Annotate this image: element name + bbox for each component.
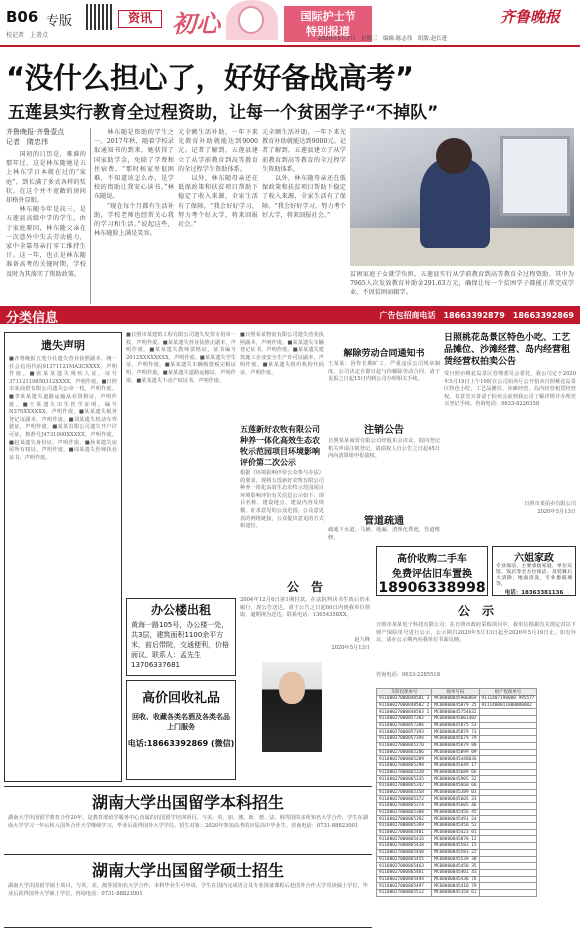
table-row (377, 742, 537, 749)
hunan-master-title: 湖南大学出国留学硕士招生 (91, 861, 284, 880)
hunan-master-ad (4, 854, 372, 928)
special-line-2: 特别报道 (306, 25, 350, 38)
table-cell: 91100027000857393 (377, 729, 432, 736)
table-row (377, 803, 537, 810)
gift-text: 回收、收藏各类名酒及各类名品 上门服务 (132, 713, 237, 731)
table-cell (479, 883, 537, 890)
table-cell: MC08000045754632 (432, 709, 479, 716)
auction-sign: 日照市某拍卖有限公司 (524, 501, 576, 507)
housekeeping-ad (492, 546, 576, 596)
car-sub: 免费评估旧车置换 (392, 569, 472, 580)
auction-date: 2020年5月13日 (537, 508, 576, 515)
office-text: 黄海一路105号，办公楼一处，共3层，建筑面积1100余平方米，前后带院，交通便利，价格面议。联系人：孟先生13706337681 (131, 621, 229, 669)
table-cell: MC08000045456 45 (432, 809, 479, 816)
table-cell: 91100027000848501 3 (377, 696, 432, 703)
table-cell: 91100027000865463 (377, 863, 432, 870)
table-cell (479, 749, 537, 756)
table-cell: MC08000045878 12 (432, 836, 479, 843)
dateline: 2020年5月7日 星期三 编辑:陈志伟 组版:赵长进 (318, 36, 448, 42)
pipe-title: 管道疏通 (364, 516, 404, 527)
table-cell: 91100027000848502 2 (377, 702, 432, 709)
table-cell (479, 709, 537, 716)
table-cell: 91100027000865289 (377, 756, 432, 763)
table-cell: MC08000045458 35 (432, 863, 479, 870)
table-row (377, 729, 537, 736)
table-cell: 91100027000865342 (377, 782, 432, 789)
table-row (377, 782, 537, 789)
table-cell (479, 729, 537, 736)
table-row (377, 776, 537, 783)
table-cell (479, 876, 537, 883)
table-cell: MC08000045583 22 (432, 849, 479, 856)
byline-author: 记者 隋忠伟 (6, 138, 48, 146)
table-cell (479, 843, 537, 850)
car-phone: 18906338998 (378, 580, 486, 596)
table-cell: MC08000045899 09 (432, 749, 479, 756)
page-type: 专版 (46, 14, 73, 29)
table-cell: 91100027000865320 (377, 769, 432, 776)
byline (6, 127, 64, 147)
classified-bar (0, 306, 580, 324)
table-cell: 91100027000865374 (377, 803, 432, 810)
table-row (377, 816, 537, 823)
table-cell: 91100027000857394 (377, 736, 432, 743)
table-row (377, 716, 537, 723)
table-cell: MC08000045879 88 (432, 742, 479, 749)
labor-title: 解除劳动合同通知书 (343, 349, 425, 359)
table-cell: 91100027000865481 (377, 869, 432, 876)
table-cell: 9111400011000000002 (479, 702, 537, 709)
table-cell (479, 836, 537, 843)
table-cell: MC08000045689 66 (432, 769, 479, 776)
table-cell (479, 816, 537, 823)
hunan-bachelor-text: 湖南大学出国留学教育合作20年，是教育部留学服务中心直属的出国留学培训项目，与美、英、加、澳、新、德、法、韩等国的多所知名大学合作，学生在湖南大学学习一年后转入国外合作大学继续学习，毕业后获得国外大学学位。招生对象：2020年参加高考的应届高中毕业生。咨询电话：0731-88823001 (8, 815, 368, 829)
table-row (377, 762, 537, 769)
table-cell: 91100027000865335 (377, 776, 432, 783)
table-cell (479, 803, 537, 810)
nurse-face-icon (238, 6, 264, 34)
table-cell: MC08000045450 52 (432, 823, 479, 830)
table-cell: 91100027000865401 (377, 829, 432, 836)
table-cell: MC08000045906869 (432, 696, 479, 703)
table-cell (479, 809, 537, 816)
home-title: 六姐家政 (514, 553, 554, 564)
pipe-ad (328, 512, 440, 542)
table-cell (479, 856, 537, 863)
table-row (377, 736, 537, 743)
table-cell (479, 829, 537, 836)
table-row (377, 756, 537, 763)
table-cell: MC08000045401 43 (432, 869, 479, 876)
table-cell: 9111407190000 995577 (479, 696, 537, 703)
table-header-cell: 车险投保单号 (377, 689, 432, 696)
table-cell (479, 869, 537, 876)
court-notice (240, 578, 370, 650)
article-column-5: 贫困家庭子女就学负担，五莲县实行从学前教育到高等教育全过程资助。其中为7965人次发放教育补助金291.63万元，确保让每一个贫困学子都能正常完成学业，不因贫困而辍学。 (350, 271, 574, 297)
table-cell (479, 796, 537, 803)
table-cell: 91100027000848503 1 (377, 709, 432, 716)
auction-title: 日照桃花岛景区特色小吃、工艺品摊位、沙滩经营、岛内经营租赁经营权拍卖公告 (444, 333, 571, 367)
pipe-text: 疏通下水道、马桶、地漏，清理化粪池，管道维修。 (328, 527, 440, 541)
table-row (377, 709, 537, 716)
auction-text: 受日照市桃花岛景区管理委员会委托，我公司定于2020年5月19日上午10时在公司拍卖厅公开拍卖日照桃花岛景区特色小吃、工艺品摊位、沙滩经营、岛内经营租赁经营权。有意竞买者请于拍卖会前到我公司了解详情并办理竞买登记手续。咨询电话：0633-8226358 (444, 371, 576, 408)
eia-notice (240, 424, 324, 574)
table-cell (479, 823, 537, 830)
table-cell (479, 776, 537, 783)
table-cell: MC08000045491 24 (432, 816, 479, 823)
table-cell (479, 742, 537, 749)
article-column-2: 林东随是资助的学生之一。2017年秋，随着学校录取通知书的到来，她获得了国家助学金，免除了学费和住宿费。“那时候家里很困难，不知道该怎么办，是学校的资助让我安心读书。”林东随说。 “现在每个月都有生活补助，学校老师也经常关心我的学习和生活。”说起这些，林东随脸上满是笑容。 (94, 129, 174, 238)
portrait-face (279, 672, 305, 704)
public-contact: 咨询电话：0633-2285518 (376, 672, 440, 678)
table-cell: MC08000045801482 (432, 716, 479, 723)
table-cell (479, 849, 537, 856)
table-cell: MC08000045905 32 (432, 776, 479, 783)
table-row (377, 769, 537, 776)
cancel-text: 日照某某商贸有限公司经股东会决议，拟向登记机关申请注销登记，请债权人自公告之日起45日内向清算组申报债权。 (328, 438, 440, 460)
article-column-4: 元全额生活补助，一年下来光教育补助就能达到9000元。记者了解到，五莲县建立了从学前教育到高等教育的全过程学生资助体系。 以外，林东随母亲还在低保政策和扶贫项目帮助下稳定了收入来源，全家生活有了保障。“我会好好学习，努力考个好大学，将来回报社会。” (262, 129, 346, 219)
notice-text: 2004年12月6日第1期付款，在法院判决书生效后仍未履行，现公告送达。请于公告之日起60日内到我单位领取，逾期视为送达。联系电话：13654358XX。 (240, 597, 370, 619)
section-tag: 资讯 (118, 10, 162, 28)
table-cell: 91100027000865438 (377, 843, 432, 850)
table-cell: MC08000045438 76 (432, 876, 479, 883)
notices-column-3: ■日照某某物流有限公司遗失营业执照副本，声明作废。■某某遗失车辆登记证书，声明作废。■某某遗失建筑施工企业安全生产许可证副本，声明作废。■某某遗失组织机构代码证，声明作废。 (240, 332, 324, 376)
eia-title: 五莲新好农牧有限公司种养一体化高效生态农牧示范园项目环境影响评价第二次公示 (240, 425, 320, 467)
public-title: 公 示 (457, 604, 494, 618)
car-title: 高价收购二手车 (397, 554, 467, 565)
classified-title: 分类信息 (6, 311, 59, 326)
table-cell: 91100027000865392 (377, 816, 432, 823)
table-row (377, 843, 537, 850)
table-header-cell: 财产投保单号 (479, 689, 537, 696)
labor-text: 王某某：因你长期旷工，严重违反公司规章制度，公司决定自即日起与你解除劳动合同，请于见报之日起15日内到公司办理相关手续。 (328, 361, 440, 383)
cancel-title: 注销公告 (364, 425, 404, 436)
table-cell: MC08000045389 03 (432, 789, 479, 796)
table-cell: MC08000045605 33 (432, 796, 479, 803)
hunan-bachelor-ad (4, 786, 372, 852)
notice-title: 公 告 (286, 580, 323, 594)
lost-notices-box (4, 332, 122, 782)
table-cell (479, 762, 537, 769)
table-row (377, 856, 537, 863)
table-cell: MC08000045539 38 (432, 856, 479, 863)
article-column-1: 国初的日历是，难谁的那年过，这是林东随她是五上林东学日本就在过的“家庭”。到长满了多式各样的奖状。在这个并不宽敞的房间却格外显眼。 林东随今年是高三，是五莲县高级中学的学生。由于家庭原因，林东随父亲在一次意外中失去劳动能力，家中全靠母亲打零工维持生计。这一年，也正是林东随准备高考的关键时期，学校及时为其落实了资助政策。 (6, 151, 86, 278)
notice-date: 2020年5月13日 (331, 644, 370, 651)
policy-table (376, 688, 537, 897)
table-cell: MC08000045679 79 (432, 736, 479, 743)
table-cell: MC08000045879 25 (432, 702, 479, 709)
table-cell: MC08000045879 73 (432, 729, 479, 736)
article-column-3: 元全额生活补助，一年下来光教育补助就能达到9000元。记者了解到，五莲县建立了从学前教育到高等教育的全过程学生资助体系。 以外，林东随母亲还在低保政策和扶贫项目帮助下稳定了收入来源，全家生活有了保障。“我会好好学习，努力考个好大学，将来回报社会。” (178, 129, 258, 229)
table-header-cell: 保单号码 (432, 689, 479, 696)
table-row (377, 863, 537, 870)
table-row (377, 823, 537, 830)
notice-sign: 赵九峰 (354, 637, 370, 643)
byline-source: 齐鲁晚报·齐鲁壹点 (6, 128, 65, 136)
used-car-ad (376, 546, 488, 596)
table-cell (479, 722, 537, 729)
table-cell: 91100027000865298 (377, 762, 432, 769)
gift-title: 高价回收礼品 (141, 691, 220, 706)
table-cell (479, 716, 537, 723)
student-head (436, 138, 472, 174)
table-row (377, 809, 537, 816)
table-cell: 91100027000865416 (377, 836, 432, 843)
table-cell: MC08000045448636 (432, 756, 479, 763)
table-cell: 91100027000865399 (377, 823, 432, 830)
newspaper-brand: 齐鲁晚报 (500, 8, 561, 26)
window-shape (500, 136, 570, 216)
table-cell: MC08000045649 17 (432, 762, 479, 769)
table-cell: 91100027000865494 (377, 876, 432, 883)
table-cell: 91100027000865388 (377, 809, 432, 816)
table-cell (479, 782, 537, 789)
header-divider (0, 45, 580, 47)
table-row (377, 722, 537, 729)
classified-phone: 广告包招商电话 18663392879 18663392869 (379, 311, 574, 320)
table-cell: MC08000045583 15 (432, 843, 479, 850)
special-line-1: 国际护士节 (300, 10, 356, 23)
table-row (377, 883, 537, 890)
qr-code-icon (86, 4, 112, 30)
page-meta: 校记者 上署点 (6, 32, 49, 39)
table-row (377, 702, 537, 709)
table-row (377, 796, 537, 803)
table-cell: 91100027000865440 (377, 849, 432, 856)
table-cell: 91100027000857382 (377, 716, 432, 723)
table-row (377, 869, 537, 876)
table-cell: MC08000045875 53 (432, 722, 479, 729)
table-cell (479, 736, 537, 743)
table-cell: 91100027000865286 (377, 749, 432, 756)
table-row (377, 836, 537, 843)
gift-phone: 电话:18663392869 (微信) (127, 739, 235, 748)
public-notice (376, 602, 576, 688)
campaign-logo: 初心 (172, 9, 220, 38)
hunan-bachelor-title: 湖南大学出国留学本科招生 (91, 793, 284, 812)
hunan-master-text: 湖南大学出国留学硕士项目，与英、美、澳等国知名大学合作，本科毕业生可申请，学生在国内完成语言及专业预备课程后赴国外合作大学攻读硕士学位，毕业后获得国外大学硕士学位。咨询电话：0731-88823001 (8, 883, 368, 897)
policy-table-wrap (376, 688, 576, 926)
table-cell: MC08000045605 46 (432, 803, 479, 810)
auction-notice (444, 332, 576, 544)
gift-recycle-ad (126, 680, 236, 780)
page-header (0, 0, 580, 46)
notices-column-4 (328, 332, 440, 512)
table-cell: MC08000045350 61 (432, 889, 479, 896)
office-rent-ad (126, 598, 236, 676)
home-text: 专业保洁、主要承接家庭、单位宾馆、饭店等全方位保洁、及装修后大清除，地面清洗，专业擦玻璃等。 (496, 564, 572, 587)
table-row (377, 829, 537, 836)
table-cell (479, 789, 537, 796)
table-cell: 91100027000865270 (377, 742, 432, 749)
table-row (377, 696, 537, 703)
public-text: 日照市某某电子科技有限公司：在日照市政府采购项目中，我单位根据有关规定对以下财产保险单号进行公示，公示期自2020年5月13日起至2020年5月19日止。如有异议，请在公示期内向我单位书面反映。 (376, 622, 576, 644)
table-cell: 91100027000865455 (377, 856, 432, 863)
lost-text: ■齐鲁晚报五莲分社遗失营业执照副本，统一社会信用代码91371121MA3CXXXX，声明作废。■张某某遗失残疾人证，证号37112119850312XXXX，声明作废。■日照市某商贸有限公司遗失公章一枚，声明作废。■李某某遗失道路运输从业资格证，声明作废。■王某遗失出生医学证明，编号N370XXXXXX，声明作废。■某某遗失税务登记证副本，声明作废。■刘某遗失机动车驾驶证，声明作废。■某某有限公司遗失开户许可证，核准号J4731000XXXXX，声明作废。■赵某遗失身份证，声明作废。■孙某遗失房屋所有权证，声明作废。■周某遗失医师执业证书，声明作废。 (9, 356, 117, 461)
page-number: B06 (6, 8, 39, 26)
table-cell (479, 863, 537, 870)
table-row (377, 789, 537, 796)
table-cell: MC08000045423 01 (432, 829, 479, 836)
table-cell (479, 756, 537, 763)
portrait-photo (262, 662, 322, 752)
article-photo (350, 128, 574, 266)
subheadline: 五莲县实行教育全过程资助，让每一个贫困学子“不掉队” (8, 103, 439, 123)
table-cell: MC08000045660 66 (432, 782, 479, 789)
table-cell (479, 889, 537, 896)
eia-text: 根据《环境影响评价公众参与办法》的要求，现将五莲新好农牧有限公司种养一体化高效生态农牧示范园项目环境影响评价有关信息公示如下：项目名称、建设地点、建设内容及规模，征求意见的公众范围，公众意见表的网络链接，公众提出意见的方式和途径。 (240, 470, 324, 530)
column-divider (90, 128, 91, 304)
office-title: 办公楼出租 (150, 603, 211, 617)
headline: “没什么担心了，好好备战高考” (6, 61, 414, 95)
home-phone: 电话：18363381136 (504, 590, 564, 596)
lost-title: 遗失声明 (41, 339, 85, 352)
table-cell: 91100027000865358 (377, 789, 432, 796)
table-cell: 91100027000865497 (377, 883, 432, 890)
table-cell: 91100027000857386 (377, 722, 432, 729)
table-row (377, 849, 537, 856)
table-cell (479, 769, 537, 776)
table-row (377, 889, 537, 896)
table-cell: MC08000045410 79 (432, 883, 479, 890)
table-row (377, 876, 537, 883)
table-cell: 91100027000865372 (377, 796, 432, 803)
table-cell: 91100027000865512 (377, 889, 432, 896)
notices-column-2: ■日照市某建筑工程有限公司遗失发票专用章一枚，声明作废。■某某遗失营业执照正副本，声明作废。■某某遗失教师资格证，证书编号2012XXXXXXXX，声明作废。■某某遗失学生证，声明作废。■某某遗失车辆购置税完税证明，声明作废。■某某遗失道路运输证，声明作废。■某某遗失不动产权证书，声明作废。 (126, 332, 236, 384)
table-row (377, 749, 537, 756)
